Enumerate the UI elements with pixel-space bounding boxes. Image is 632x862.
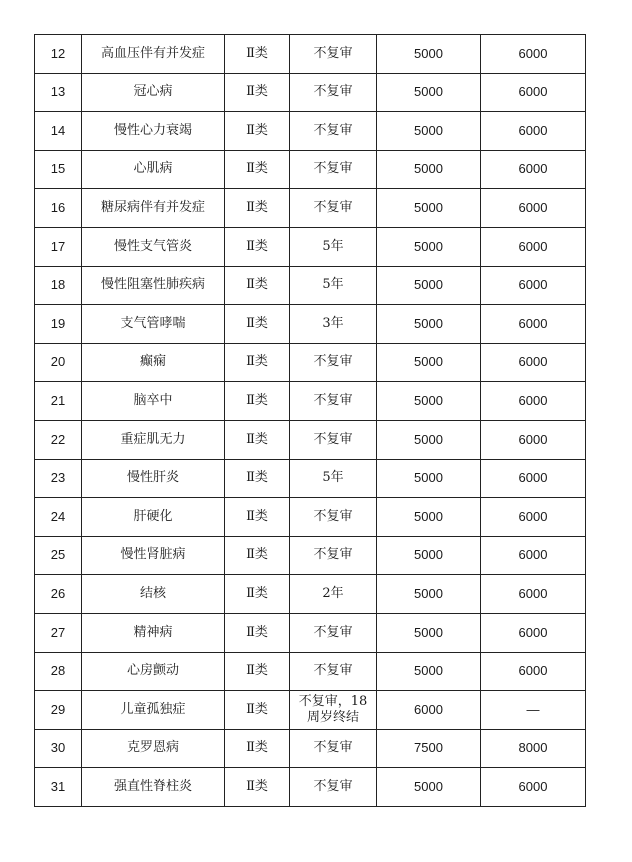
- review-period-cell: 不复审: [290, 536, 377, 575]
- limit-a-cell: 5000: [377, 382, 481, 421]
- limit-b-cell: 6000: [481, 498, 586, 537]
- review-period-cell: 不复审: [290, 729, 377, 768]
- limit-a-cell: 5000: [377, 73, 481, 112]
- row-number-cell: 18: [35, 266, 82, 305]
- category-cell: Ⅱ类: [225, 768, 290, 807]
- table-row: [35, 382, 586, 421]
- category-cell: Ⅱ类: [225, 729, 290, 768]
- disease-name-cell: 脑卒中: [82, 382, 225, 421]
- table-row: [35, 652, 586, 691]
- row-number-cell: 17: [35, 227, 82, 266]
- review-period-cell: 不复审: [290, 382, 377, 421]
- category-cell: Ⅱ类: [225, 150, 290, 189]
- row-number-cell: 19: [35, 305, 82, 344]
- limit-b-cell: 6000: [481, 73, 586, 112]
- table-row: [35, 35, 586, 74]
- category-cell: Ⅱ类: [225, 691, 290, 730]
- table-row: [35, 227, 586, 266]
- table-row: [35, 613, 586, 652]
- disease-name-cell: 克罗恩病: [82, 729, 225, 768]
- review-period-cell: 不复审，18 周岁终结: [290, 691, 377, 730]
- table-row: [35, 305, 586, 344]
- row-number-cell: 23: [35, 459, 82, 498]
- review-period-cell: 2年: [290, 575, 377, 614]
- row-number-cell: 15: [35, 150, 82, 189]
- limit-a-cell: 5000: [377, 652, 481, 691]
- category-cell: Ⅱ类: [225, 227, 290, 266]
- review-period-cell: 5年: [290, 227, 377, 266]
- limit-a-cell: 5000: [377, 536, 481, 575]
- limit-a-cell: 5000: [377, 150, 481, 189]
- review-period-cell: 不复审: [290, 652, 377, 691]
- limit-a-cell: 5000: [377, 498, 481, 537]
- row-number-cell: 20: [35, 343, 82, 382]
- row-number-cell: 28: [35, 652, 82, 691]
- row-number-cell: 25: [35, 536, 82, 575]
- limit-a-cell: 6000: [377, 691, 481, 730]
- limit-a-cell: 5000: [377, 575, 481, 614]
- limit-b-cell: 6000: [481, 459, 586, 498]
- limit-a-cell: 5000: [377, 613, 481, 652]
- category-cell: Ⅱ类: [225, 112, 290, 151]
- row-number-cell: 21: [35, 382, 82, 421]
- limit-b-cell: 6000: [481, 112, 586, 151]
- row-number-cell: 12: [35, 35, 82, 74]
- row-number-cell: 29: [35, 691, 82, 730]
- limit-b-cell: 6000: [481, 613, 586, 652]
- limit-b-cell: 6000: [481, 420, 586, 459]
- table-row: [35, 266, 586, 305]
- limit-b-cell: 6000: [481, 768, 586, 807]
- table-row: [35, 459, 586, 498]
- limit-a-cell: 5000: [377, 459, 481, 498]
- review-period-cell: 不复审: [290, 498, 377, 537]
- limit-a-cell: 5000: [377, 112, 481, 151]
- limit-a-cell: 5000: [377, 189, 481, 228]
- limit-a-cell: 5000: [377, 266, 481, 305]
- row-number-cell: 27: [35, 613, 82, 652]
- disease-limit-table: [34, 34, 586, 807]
- disease-name-cell: 结核: [82, 575, 225, 614]
- limit-b-cell: 6000: [481, 652, 586, 691]
- limit-b-cell: 6000: [481, 35, 586, 74]
- table-row: [35, 189, 586, 228]
- category-cell: Ⅱ类: [225, 652, 290, 691]
- category-cell: Ⅱ类: [225, 382, 290, 421]
- review-period-cell: 5年: [290, 459, 377, 498]
- row-number-cell: 31: [35, 768, 82, 807]
- disease-name-cell: 心肌病: [82, 150, 225, 189]
- disease-name-cell: 重症肌无力: [82, 420, 225, 459]
- disease-name-cell: 精神病: [82, 613, 225, 652]
- row-number-cell: 30: [35, 729, 82, 768]
- category-cell: Ⅱ类: [225, 305, 290, 344]
- table-row: [35, 536, 586, 575]
- disease-name-cell: 高血压伴有并发症: [82, 35, 225, 74]
- review-period-cell: 不复审: [290, 150, 377, 189]
- review-period-cell: 不复审: [290, 112, 377, 151]
- review-period-cell: 5年: [290, 266, 377, 305]
- category-cell: Ⅱ类: [225, 266, 290, 305]
- limit-a-cell: 5000: [377, 768, 481, 807]
- category-cell: Ⅱ类: [225, 35, 290, 74]
- disease-name-cell: 慢性肾脏病: [82, 536, 225, 575]
- review-period-cell: 不复审: [290, 768, 377, 807]
- limit-a-cell: 5000: [377, 420, 481, 459]
- disease-name-cell: 糖尿病伴有并发症: [82, 189, 225, 228]
- table-row: [35, 112, 586, 151]
- limit-b-cell: 6000: [481, 266, 586, 305]
- limit-a-cell: 5000: [377, 343, 481, 382]
- category-cell: Ⅱ类: [225, 459, 290, 498]
- row-number-cell: 24: [35, 498, 82, 537]
- table-row: [35, 729, 586, 768]
- limit-b-cell: 6000: [481, 575, 586, 614]
- limit-a-cell: 5000: [377, 305, 481, 344]
- table-row: [35, 768, 586, 807]
- limit-a-cell: 5000: [377, 35, 481, 74]
- review-period-cell: 3年: [290, 305, 377, 344]
- disease-name-cell: 癫痫: [82, 343, 225, 382]
- review-period-cell: 不复审: [290, 189, 377, 228]
- limit-b-cell: 8000: [481, 729, 586, 768]
- row-number-cell: 26: [35, 575, 82, 614]
- table-row: [35, 575, 586, 614]
- review-period-cell: 不复审: [290, 420, 377, 459]
- row-number-cell: 16: [35, 189, 82, 228]
- limit-b-cell: —: [481, 691, 586, 730]
- limit-b-cell: 6000: [481, 227, 586, 266]
- row-number-cell: 22: [35, 420, 82, 459]
- limit-b-cell: 6000: [481, 343, 586, 382]
- disease-name-cell: 冠心病: [82, 73, 225, 112]
- disease-name-cell: 肝硬化: [82, 498, 225, 537]
- category-cell: Ⅱ类: [225, 536, 290, 575]
- disease-name-cell: 心房颤动: [82, 652, 225, 691]
- limit-b-cell: 6000: [481, 305, 586, 344]
- limit-b-cell: 6000: [481, 150, 586, 189]
- category-cell: Ⅱ类: [225, 613, 290, 652]
- disease-name-cell: 慢性支气管炎: [82, 227, 225, 266]
- table-row: [35, 343, 586, 382]
- table-body: [35, 35, 586, 807]
- limit-b-cell: 6000: [481, 382, 586, 421]
- limit-a-cell: 5000: [377, 227, 481, 266]
- category-cell: Ⅱ类: [225, 73, 290, 112]
- disease-name-cell: 慢性阻塞性肺疾病: [82, 266, 225, 305]
- category-cell: Ⅱ类: [225, 575, 290, 614]
- table-row: [35, 498, 586, 537]
- category-cell: Ⅱ类: [225, 189, 290, 228]
- disease-name-cell: 强直性脊柱炎: [82, 768, 225, 807]
- table-row: [35, 150, 586, 189]
- limit-b-cell: 6000: [481, 189, 586, 228]
- limit-a-cell: 7500: [377, 729, 481, 768]
- category-cell: Ⅱ类: [225, 420, 290, 459]
- review-period-cell: 不复审: [290, 343, 377, 382]
- review-period-cell: 不复审: [290, 73, 377, 112]
- disease-name-cell: 儿童孤独症: [82, 691, 225, 730]
- category-cell: Ⅱ类: [225, 343, 290, 382]
- row-number-cell: 14: [35, 112, 82, 151]
- disease-name-cell: 支气管哮喘: [82, 305, 225, 344]
- review-period-cell: 不复审: [290, 613, 377, 652]
- limit-b-cell: 6000: [481, 536, 586, 575]
- review-period-cell: 不复审: [290, 35, 377, 74]
- disease-name-cell: 慢性心力衰竭: [82, 112, 225, 151]
- disease-name-cell: 慢性肝炎: [82, 459, 225, 498]
- table-row: [35, 420, 586, 459]
- category-cell: Ⅱ类: [225, 498, 290, 537]
- row-number-cell: 13: [35, 73, 82, 112]
- table-row: [35, 691, 586, 730]
- table-row: [35, 73, 586, 112]
